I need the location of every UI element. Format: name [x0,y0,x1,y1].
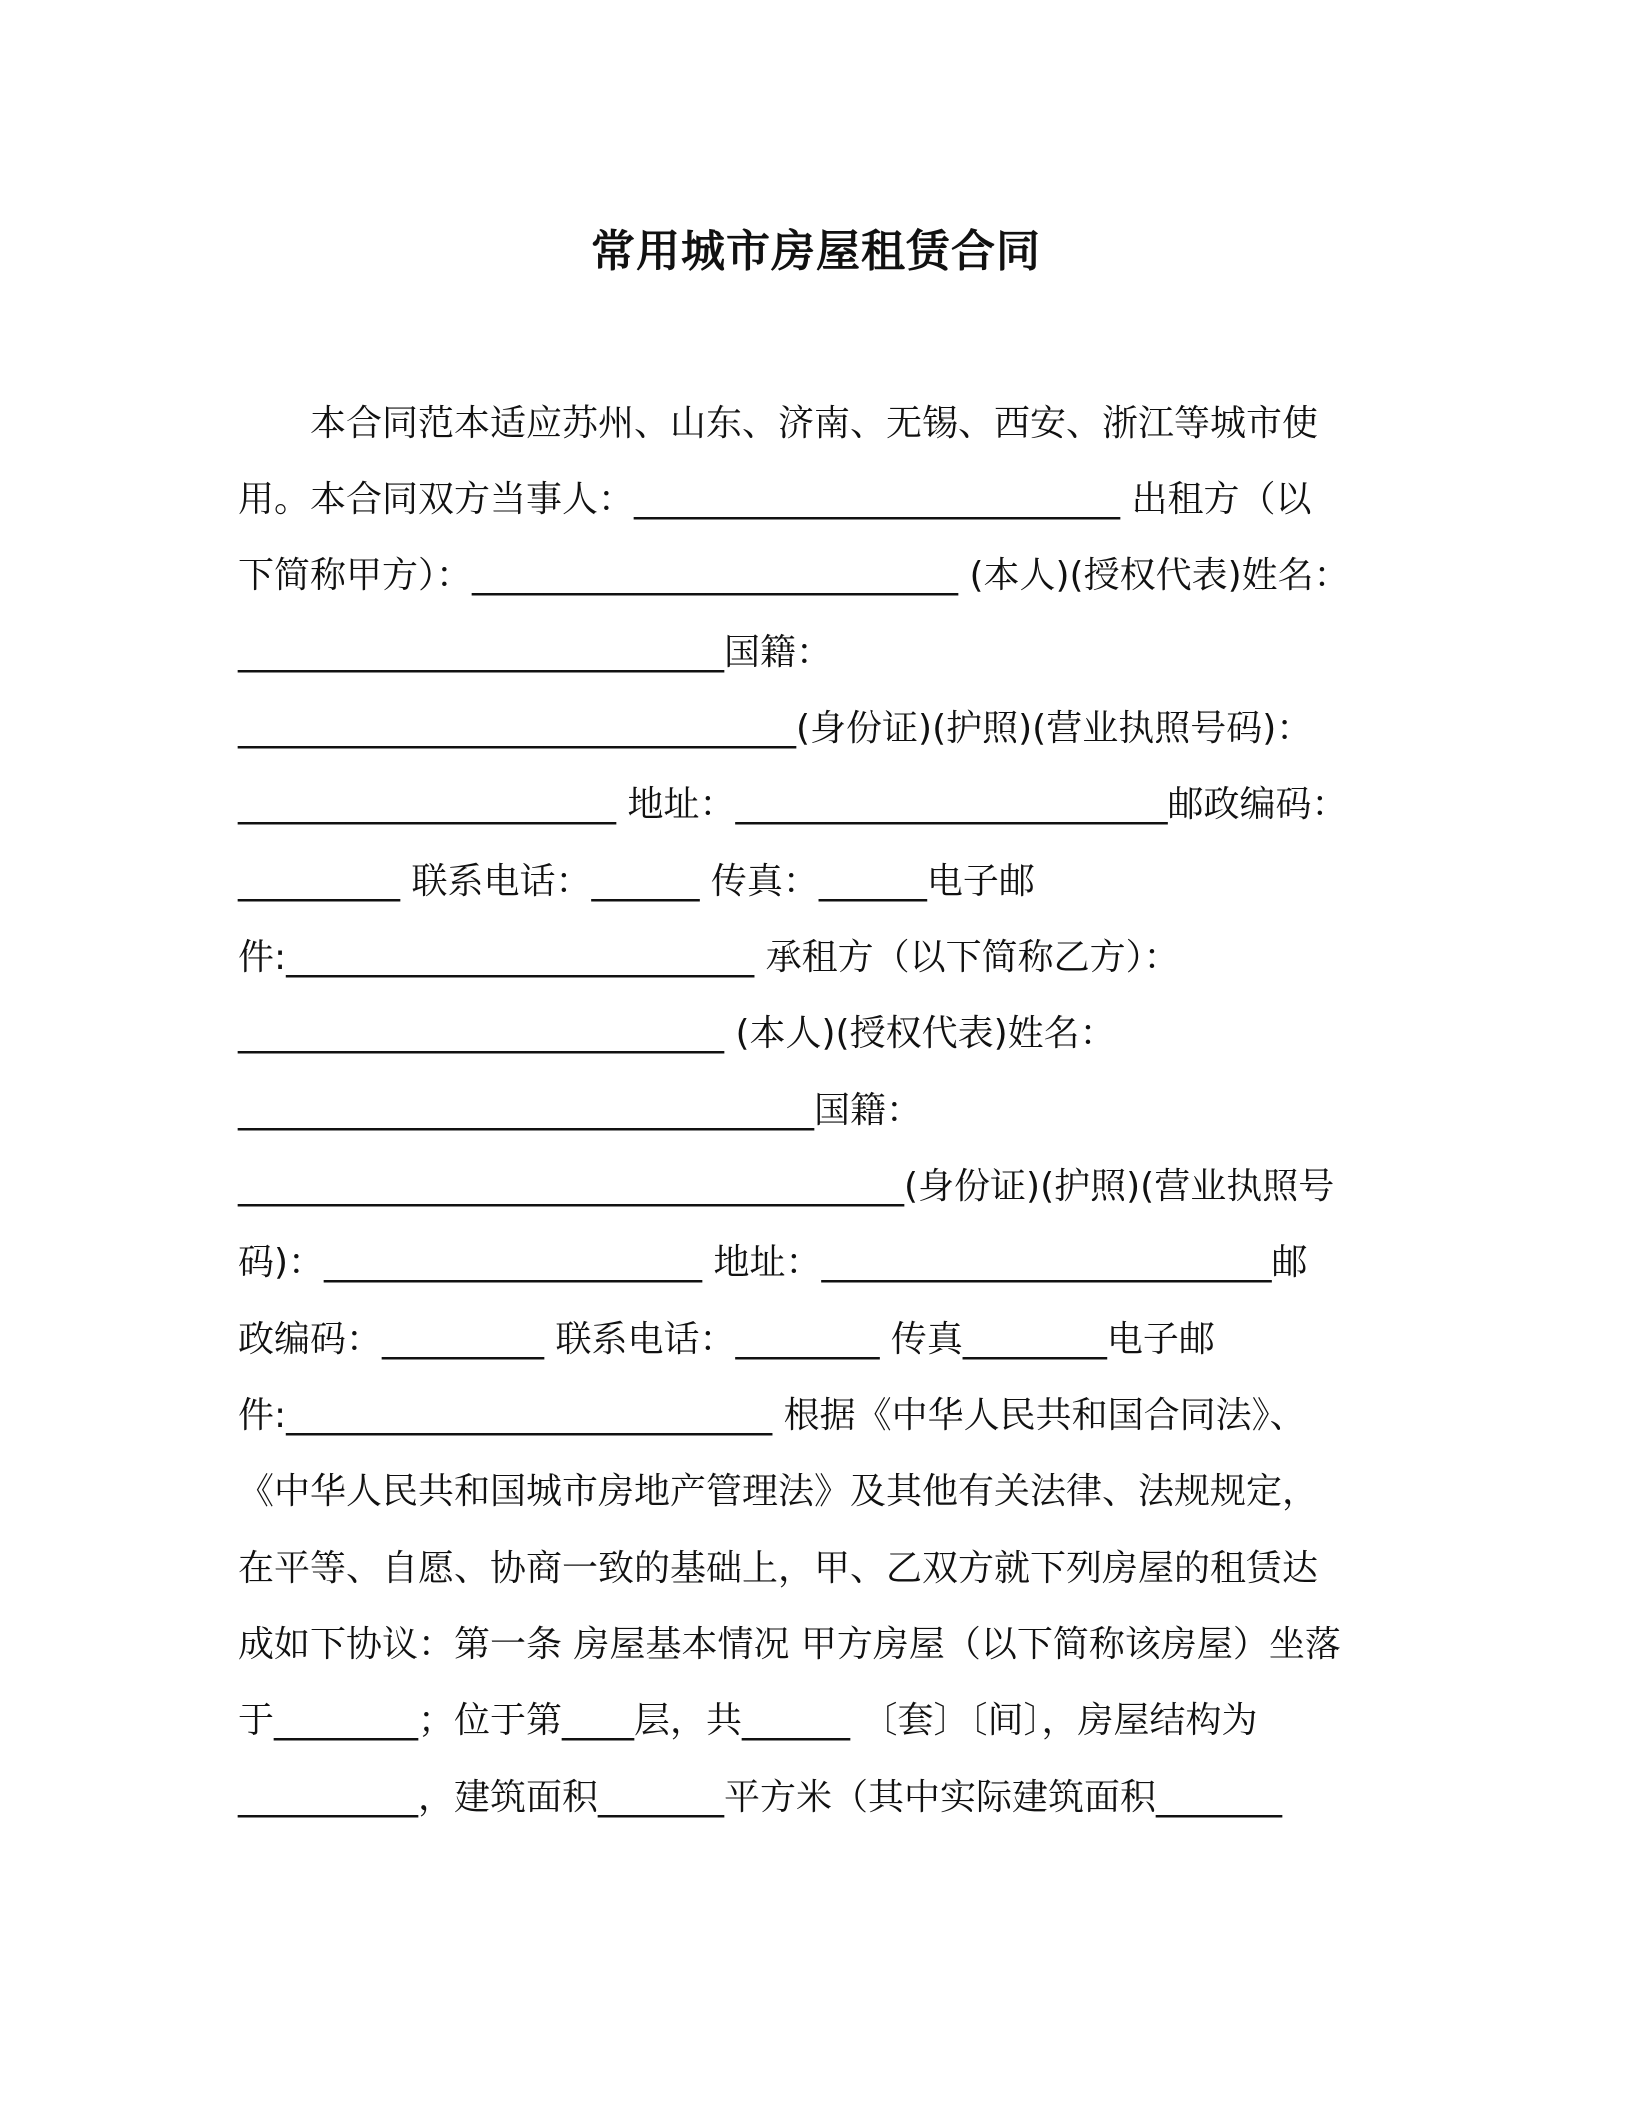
body-text-line: 在平等、自愿、协商一致的基础上，甲、乙双方就下列房屋的租赁达 [238,1548,1319,1589]
body-text-line: 件:___________________________ 根据《中华人民共和国合同法》、 [238,1395,1306,1436]
body-text-line: _____________________________________(身份证)(护照)(营业执照号 [238,1166,1335,1207]
body-text-line: 件:__________________________ 承租方（以下简称乙方）： [238,937,1180,978]
page-title: 常用城市房屋租赁合同 [591,226,1041,277]
body-text-line: ________________________________国籍： [238,1090,923,1131]
body-text-line: __________，建筑面积_______平方米（其中实际建筑面积_______ [238,1777,1283,1818]
body-text-line: 于________；位于第____层，共______ 〔套〕〔间〕，房屋结构为 [238,1700,1258,1741]
body-text-line: 成如下协议：第一条 房屋基本情况 甲方房屋（以下简称该房屋）坐落 [238,1624,1341,1665]
body-text-line: ___________________________ (本人)(授权代表)姓名： [238,1013,1116,1054]
body-text-line: _______________________________(身份证)(护照)(营业执照号码)： [238,708,1313,749]
body-text-line: _____________________ 地址：________________________邮政编码： [238,784,1348,825]
body-text-line: 《中华人民共和国城市房地产管理法》及其他有关法律、法规规定， [238,1471,1319,1512]
body-text-line: _________ 联系电话：______ 传真：______电子邮 [238,861,1035,902]
body-text-line: ___________________________国籍： [238,632,833,673]
body-text-line: 政编码：_________ 联系电话：________ 传真________电子邮 [238,1319,1215,1360]
body-text-line: 码)：_____________________ 地址：_________________________邮 [238,1242,1308,1283]
body-text-line: 本合同范本适应苏州、山东、济南、无锡、西安、浙江等城市使 [238,403,1319,444]
body-text-line: 下简称甲方）：___________________________ (本人)(授权代表)姓名： [238,555,1350,596]
body-text-line: 用。本合同双方当事人：___________________________ 出租方（以 [238,479,1312,520]
